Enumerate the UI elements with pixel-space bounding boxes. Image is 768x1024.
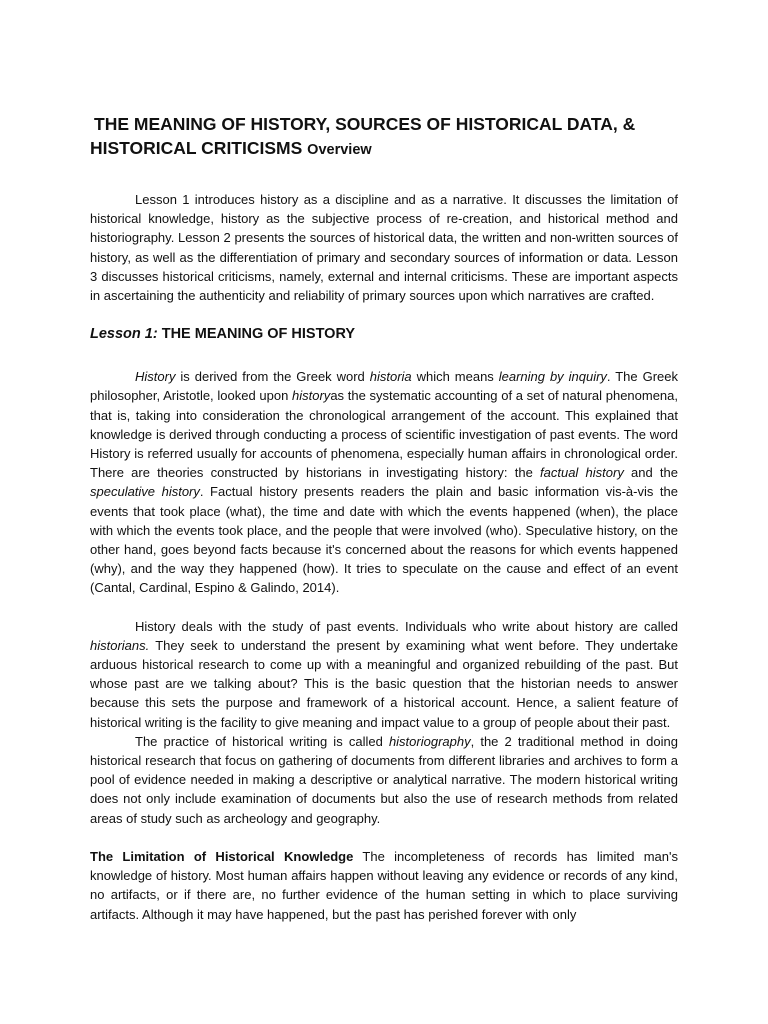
document-title <box>90 112 678 162</box>
title-line-2: HISTORICAL CRITICISMS <box>90 138 303 158</box>
term-history: History <box>135 369 176 385</box>
title-line-1: THE MEANING OF HISTORY, SOURCES OF HISTORICAL DATA, & <box>94 114 636 134</box>
historians-paragraph: History deals with the study of past events. Individuals who write about history are called historians. They seek to understand the present by examining what went before. They undertake arduous historical research to come up with a meaningful and organized rebuilding of the past. But whose past are we talking about? This is the basic question that the historian needs to answer because this sets the purpose and framework of a historical account. Hence, a salient feature of historical writing is the facility to give meaning and impact value to a group of people about their past. <box>90 618 678 730</box>
lesson-1-label: Lesson 1: <box>90 326 158 343</box>
term-speculative-history: speculative history <box>90 484 200 500</box>
term-learning-by-inquiry: learning by inquiry <box>498 369 607 385</box>
history-definition-paragraph: History is derived from the Greek word historia which means learning by inquiry. The Greek philosopher, Aristotle, looked upon historyas the systematic accounting of a set of natural phenomena, that is, taking into consideration the chronological arrangement of the account. This explained that knowledge is derived through conducting a process of scientific investigation of past events. The word History is referred usually for accounts of phenomena, especially human affairs in chronological order. There are theories constructed by historians in investigating history: the factual history and the speculative history. Factual history presents readers the plain and basic information vis-à-vis the events that took place (what), the time and date with which the events happened (when), the place with which the events took place, and the people that were involved (who). Speculative history, on the other hand, goes beyond facts because it's concerned about the reasons for which events happened (why), and the way they happened (how). It tries to speculate on the cause and effect of an event (Cantal, Cardinal, Espino & Galindo, 2014). <box>90 369 679 596</box>
overview-paragraph: Lesson 1 introduces history as a discipline and as a narrative. It discusses the limitation of historical knowledge, history as the subjective process of re-creation, and historical method and historiography. Lesson 2 presents the sources of historical data, the written and non-written sources of history, as well as the differentiation of primary and secondary sources of information or data. Lesson 3 discusses historical criticisms, namely, external and internal criticisms. These are important aspects in ascertaining the authenticity and reliability of primary sources upon which narratives are crafted. <box>90 192 678 304</box>
term-historians: historians. <box>90 637 150 653</box>
term-historia: historia <box>369 369 412 385</box>
term-factual-history: factual history <box>540 465 624 481</box>
historiography-paragraph: The practice of historical writing is called historiography, the 2 traditional method in doing historical research that focus on gathering of documents from different libraries and archives to form a pool of evidence needed in making a descriptive or analytical narrative. The modern historical writing does not only include examination of documents but also the use of research methods from related areas of study such as archeology and geography. <box>90 733 678 826</box>
document-page <box>90 112 678 924</box>
limitation-heading: The Limitation of Historical Knowledge <box>90 848 354 864</box>
limitation-paragraph: The Limitation of Historical Knowledge The incompleteness of records has limited man's knowledge of history. Most human affairs happen without leaving any evidence or records of any kind, no artifacts, or if there are, no further evidence of the human setting in which to place surviving artifacts. Although it may have happened, but the past has perished forever with only <box>90 848 679 922</box>
term-historiography: historiography <box>388 733 471 749</box>
lesson-1-heading <box>90 324 678 344</box>
term-history-2: history <box>292 388 331 404</box>
overview-label: Overview <box>307 142 372 158</box>
lesson-1-title: THE MEANING OF HISTORY <box>161 326 356 343</box>
